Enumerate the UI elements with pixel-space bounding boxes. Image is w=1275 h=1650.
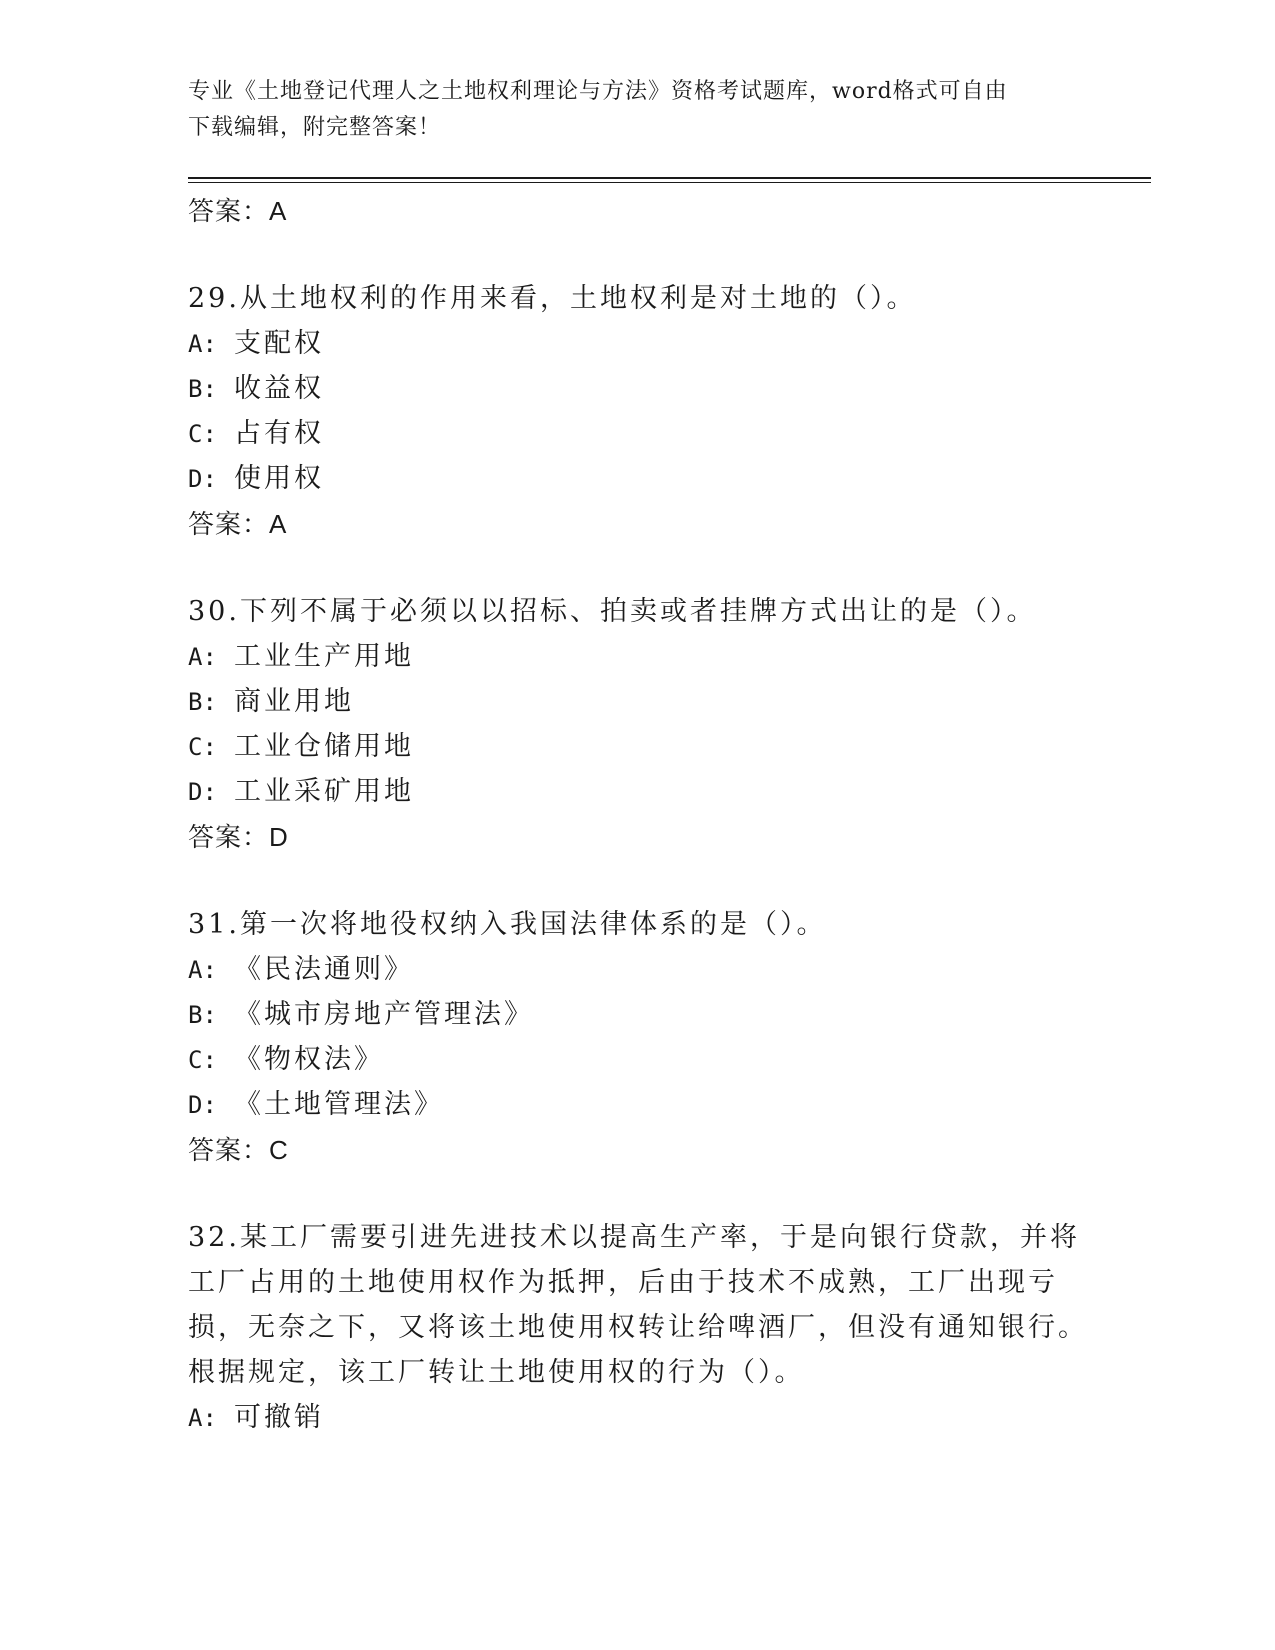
answer-option — [188, 411, 1088, 456]
answer-option — [188, 769, 1088, 814]
option-text: 收益权 — [234, 373, 324, 404]
option-letter: A: — [188, 643, 217, 671]
answer-option — [188, 992, 1088, 1037]
option-text: 商业用地 — [234, 686, 354, 717]
question-stem: 30.下列不属于必须以以招标、拍卖或者挂牌方式出让的是（）。 — [188, 596, 1037, 627]
page-header — [188, 74, 1068, 146]
header-line-2: 下载编辑，附完整答案！ — [188, 115, 442, 140]
option-text: 工业采矿用地 — [234, 776, 414, 807]
question-stem: 31.第一次将地役权纳入我国法律体系的是（）。 — [188, 909, 827, 940]
option-letter: D: — [188, 465, 217, 493]
option-letter: B: — [188, 1001, 217, 1029]
option-letter: C: — [188, 420, 217, 448]
question-stem: 32.某工厂需要引进先进技术以提高生产率，于是向银行贷款，并将工厂占用的土地使用权作为抵押，后由于技术不成熟，工厂出现亏损，无奈之下，又将该土地使用权转让给啤酒厂，但没有通知银行。根据规定，该工厂转让土地使用权的行为（）。 — [188, 1222, 1088, 1388]
option-letter: D: — [188, 778, 217, 806]
option-letter: C: — [188, 1046, 217, 1074]
option-letter: D: — [188, 1091, 217, 1119]
question-block — [188, 276, 1088, 547]
answer-option — [188, 321, 1088, 366]
question-block — [188, 1215, 1088, 1440]
question-block — [188, 902, 1088, 1173]
answer-line: 答案：A — [188, 509, 288, 539]
option-text: 支配权 — [234, 328, 324, 359]
question-spacer — [188, 1173, 1088, 1215]
option-text: 《土地管理法》 — [234, 1089, 444, 1120]
option-letter: C: — [188, 733, 217, 761]
option-letter: B: — [188, 688, 217, 716]
question-spacer — [188, 860, 1088, 902]
header-line-1: 专业《土地登记代理人之土地权利理论与方法》资格考试题库，word格式可自由 — [188, 79, 1008, 104]
question-stem: 29.从土地权利的作用来看，土地权利是对土地的（）。 — [188, 283, 917, 314]
answer-option — [188, 1082, 1088, 1127]
answer-line: 答案：C — [188, 1135, 289, 1165]
option-text: 占有权 — [234, 418, 324, 449]
question-spacer — [188, 234, 1088, 276]
option-text: 《民法通则》 — [234, 954, 414, 985]
answer-line: 答案：D — [188, 822, 289, 852]
answer-option — [188, 366, 1088, 411]
option-text: 工业仓储用地 — [234, 731, 414, 762]
option-letter: A: — [188, 330, 217, 358]
answer-option — [188, 1395, 1088, 1440]
answer-option — [188, 1037, 1088, 1082]
answer-option — [188, 634, 1088, 679]
answer-option — [188, 679, 1088, 724]
option-text: 《物权法》 — [234, 1044, 384, 1075]
header-divider-thin — [188, 182, 1151, 183]
answer-option — [188, 456, 1088, 501]
questions-container — [188, 234, 1088, 1440]
option-text: 《城市房地产管理法》 — [234, 999, 534, 1030]
answer-option — [188, 724, 1088, 769]
question-block — [188, 589, 1088, 860]
question-spacer — [188, 547, 1088, 589]
option-text: 可撤销 — [234, 1402, 324, 1433]
option-text: 使用权 — [234, 463, 324, 494]
answer-option — [188, 947, 1088, 992]
option-letter: A: — [188, 956, 217, 984]
header-divider-thick — [188, 177, 1151, 179]
question-list — [188, 188, 1088, 1440]
option-letter: B: — [188, 375, 217, 403]
answer-line: 答案：A — [188, 196, 288, 226]
option-text: 工业生产用地 — [234, 641, 414, 672]
option-letter: A: — [188, 1404, 217, 1432]
